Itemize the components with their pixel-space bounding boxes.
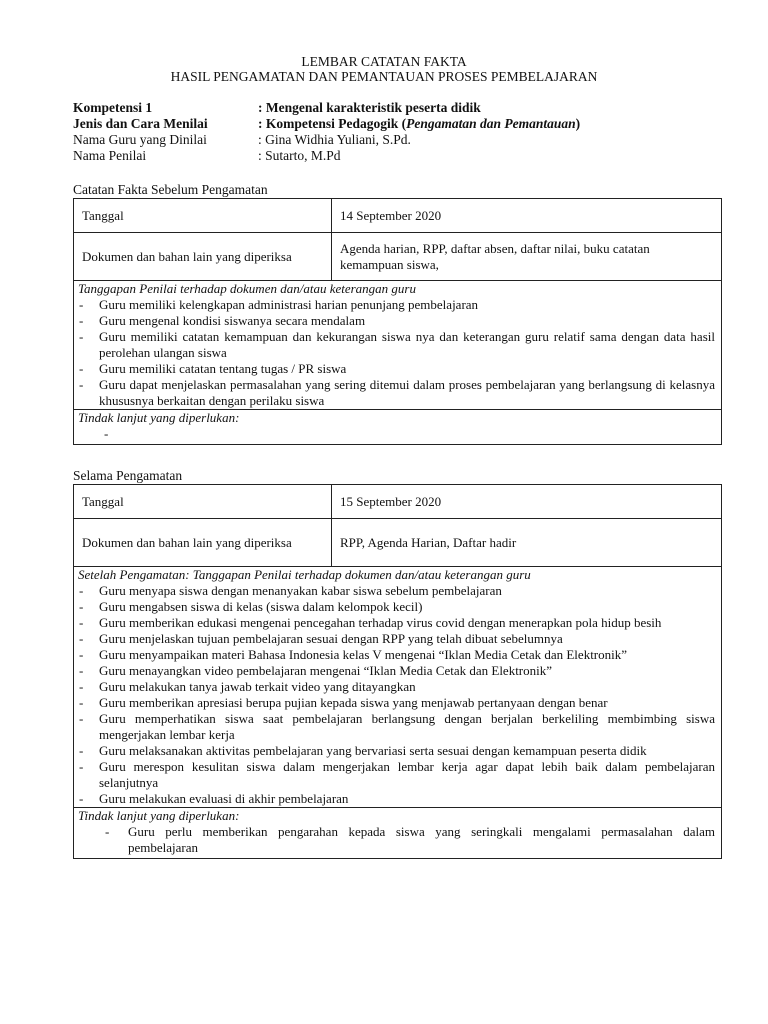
- tanggal-value: 15 September 2020: [340, 493, 442, 509]
- list-item: - Guru menyampaikan materi Bahasa Indonesia kelas V mengenai “Iklan Media Cetak dan Elektronik”: [78, 647, 715, 663]
- list-item: - Guru memberikan apresiasi berupa pujian kepada siswa yang menjawab pertanyaan dengan benar: [78, 695, 715, 711]
- list-item: - Guru menjelaskan tujuan pembelajaran sesuai dengan RPP yang telah dibuat sebelumnya: [78, 631, 715, 647]
- tindak-label: Tindak lanjut yang diperlukan:: [78, 410, 240, 425]
- list-item: - Guru mengabsen siswa di kelas (siswa dalam kelompok kecil): [78, 599, 715, 615]
- tanggapan-label: Tanggapan Penilai terhadap dokumen dan/atau keterangan guru: [78, 281, 416, 296]
- dokumen-value: RPP, Agenda Harian, Daftar hadir: [340, 534, 517, 550]
- jenis-label: Jenis dan Cara Menilai: [73, 116, 208, 131]
- penilai-label: Nama Penilai: [73, 148, 147, 163]
- jenis-value-italic: Pengamatan dan Pemantauan: [406, 116, 576, 131]
- list-item: - Guru menyapa siswa dengan menanyakan kabar siswa sebelum pembelajaran: [78, 583, 715, 599]
- tanggapan-label: Setelah Pengamatan: Tanggapan Penilai terhadap dokumen dan/atau keterangan guru: [78, 567, 531, 582]
- tanggal-label: Tanggal: [74, 485, 332, 518]
- tanggapan-list: [74, 583, 721, 807]
- tindak-label: Tindak lanjut yang diperlukan:: [78, 808, 240, 823]
- tanggapan-list: [74, 297, 721, 409]
- list-item: - Guru memiliki catatan tentang tugas / PR siswa: [78, 361, 715, 377]
- tindak-list: [74, 824, 721, 858]
- guru-value: : Gina Widhia Yuliani, S.Pd.: [258, 132, 411, 147]
- list-item: - Guru memiliki kelengkapan administrasi harian penunjang pembelajaran: [78, 297, 715, 313]
- jenis-value: [258, 116, 580, 132]
- jenis-value-end: ): [575, 116, 581, 131]
- tindak-item: -: [104, 426, 109, 441]
- info-block: [73, 100, 580, 164]
- tanggal-label: Tanggal: [74, 199, 332, 232]
- kompetensi-label: Kompetensi 1: [73, 100, 153, 115]
- list-item: - Guru melakukan evaluasi di akhir pembelajaran: [78, 791, 715, 807]
- list-item: - Guru memiliki catatan kemampuan dan kekurangan siswa nya dan keterangan guru relatif sama dengan data hasil perolehan ulangan siswa: [78, 329, 715, 361]
- list-item: - Guru memperhatikan siswa saat pembelajaran berlangsung dengan berjalan berkeliling membimbing siswa mengerjakan lembar kerja: [78, 711, 715, 743]
- section-heading-sebelum: Catatan Fakta Sebelum Pengamatan: [73, 182, 268, 197]
- dokumen-label: Dokumen dan bahan lain yang diperiksa: [74, 519, 332, 566]
- list-item: - Guru menayangkan video pembelajaran mengenai “Iklan Media Cetak dan Elektronik”: [78, 663, 715, 679]
- list-item: - Guru memberikan edukasi mengenai pencegahan terhadap virus covid dengan menerapkan pola hidup besih: [78, 615, 715, 631]
- list-item: - Guru dapat menjelaskan permasalahan yang sering ditemui dalam proses pembelajaran yang berlangsung di kelasnya khususnya berkaitan dengan perilaku siswa: [78, 377, 715, 409]
- list-item: - Guru mengenal kondisi siswanya secara mendalam: [78, 313, 715, 329]
- section-heading-selama: Selama Pengamatan: [73, 468, 183, 483]
- tanggal-value: 14 September 2020: [340, 207, 442, 223]
- list-item: - Guru melakukan tanya jawab terkait video yang ditayangkan: [78, 679, 715, 695]
- jenis-value-main: : Kompetensi Pedagogik (: [258, 116, 407, 131]
- penilai-value: : Sutarto, M.Pd: [258, 148, 341, 163]
- document-title: LEMBAR CATATAN FAKTA: [301, 54, 467, 69]
- kompetensi-value: : Mengenal karakteristik peserta didik: [258, 100, 481, 115]
- dokumen-value: Agenda harian, RPP, daftar absen, daftar nilai, buku catatan kemampuan siswa,: [340, 240, 650, 272]
- list-item: - Guru merespon kesulitan siswa dalam mengerjakan lembar kerja agar dapat lebih baik dalam pembelajaran selanjutnya: [78, 759, 715, 791]
- list-item: - Guru perlu memberikan pengarahan kepada siswa yang seringkali mengalami permasalahan dalam pembelajaran: [104, 824, 715, 856]
- table-sebelum: [73, 198, 722, 445]
- dokumen-label: Dokumen dan bahan lain yang diperiksa: [74, 233, 332, 280]
- document-subtitle: HASIL PENGAMATAN DAN PEMANTAUAN PROSES PEMBELAJARAN: [170, 69, 598, 84]
- guru-label: Nama Guru yang Dinilai: [73, 132, 207, 147]
- list-item: - Guru melaksanakan aktivitas pembelajaran yang bervariasi serta sesuai dengan kemampuan peserta didik: [78, 743, 715, 759]
- table-selama: [73, 484, 722, 859]
